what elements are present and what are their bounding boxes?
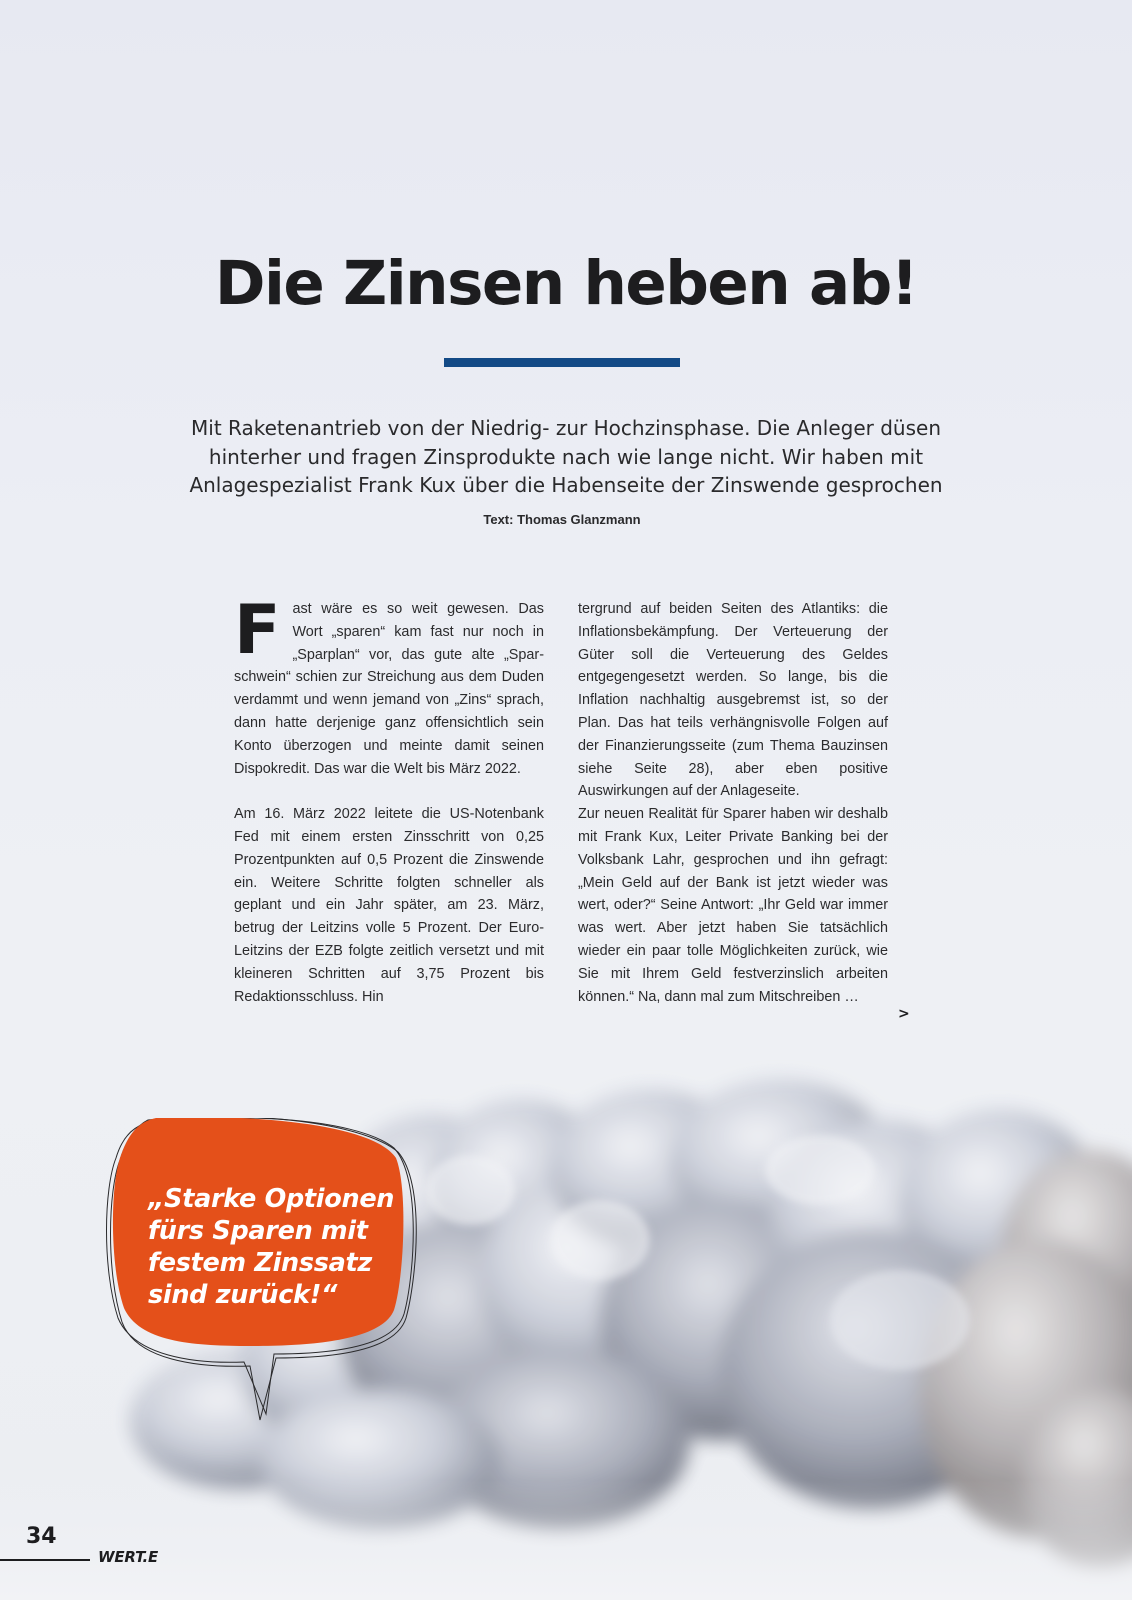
paragraph-text: ast wäre es so weit gewesen. Das Wort „sparen“ kam fast nur noch in „Sparplan“ vor, das gute alte „Sparschwein“ schien zur Streichung aus dem Duden verdammt und wenn jemand von „Zins“ sprach, dann hatte derjenige ganz offensichtlich sein Konto überzogen und meinte damit seinen Dispokredit. Das war die Welt bis März 2022. bbox=[234, 601, 544, 777]
article-column-left bbox=[234, 591, 544, 1031]
article-paragraph: Am 16. März 2022 leitete die US-Notenbank Fed mit einem ersten Zinsschritt von 0,25 Prozentpunkten auf 0,5 Prozent die Zinswende ein. Weitere Schritte folgten schneller als geplant und ein Jahr später, am 23. März, betrug der Leitzins volle 5 Prozent. Der Euro-Leitzins der EZB folgte zeitlich versetzt und mit kleineren Schritten auf 3,75 Prozent bis Redaktionsschluss. Hin bbox=[234, 806, 544, 1005]
pull-quote: „Starke Optionen fürs Sparen mit festem Zinssatz sind zurück!“ bbox=[148, 1184, 395, 1310]
article-lead: Mit Raketenantrieb von der Niedrig- zur Hochzinsphase. Die Anleger düsen hinterher und fragen Zinsprodukte nach wie lange nicht. Wir haben mit Anlagespezialist Frank Kux über die Habenseite der Zinswende gesprochen bbox=[189, 416, 943, 497]
article-title: Die Zinsen heben ab! bbox=[214, 248, 918, 319]
article-paragraph: Zur neuen Realität für Sparer haben wir deshalb mit Frank Kux, Leiter Private Banking bei der Volksbank Lahr, gesprochen und ihn gefragt: „Mein Geld auf der Bank ist jetzt wieder was wert, oder?“ Seine Antwort: „Ihr Geld war immer was wert. Aber jetzt haben Sie tatsächlich wieder ein paar tolle Möglichkeiten zurück, wie Sie mit Ihrem Geld festverzinslich arbeiten können.“ Na, dann mal zum Mitschreiben … bbox=[578, 806, 888, 1005]
title-underline-rule bbox=[444, 358, 680, 367]
page-number: 34 bbox=[26, 1524, 57, 1549]
article-byline: Text: Thomas Glanzmann bbox=[483, 512, 641, 527]
article-paragraph: tergrund auf beiden Seiten des Atlantiks: die Inflationsbekämpfung. Der Verteuerung der Güter soll die Verteuerung des Geldes entgegengesetzt werden. So lange, bis die Inflation nachhaltig ausgebremst ist, so der Plan. Das hat teils verhängnisvolle Folgen auf der Finanzierungsseite (zum Thema Bauzinsen siehe Seite 28), aber eben positive Auswirkungen auf der Anlageseite. bbox=[578, 601, 888, 800]
magazine-brand: WERT.E bbox=[98, 1548, 159, 1566]
article-paragraph bbox=[234, 591, 544, 780]
drop-cap: F bbox=[234, 591, 281, 670]
continue-arrow-icon: > bbox=[898, 1006, 910, 1022]
footer-rule bbox=[0, 1559, 90, 1561]
article-column-right bbox=[578, 598, 888, 1031]
